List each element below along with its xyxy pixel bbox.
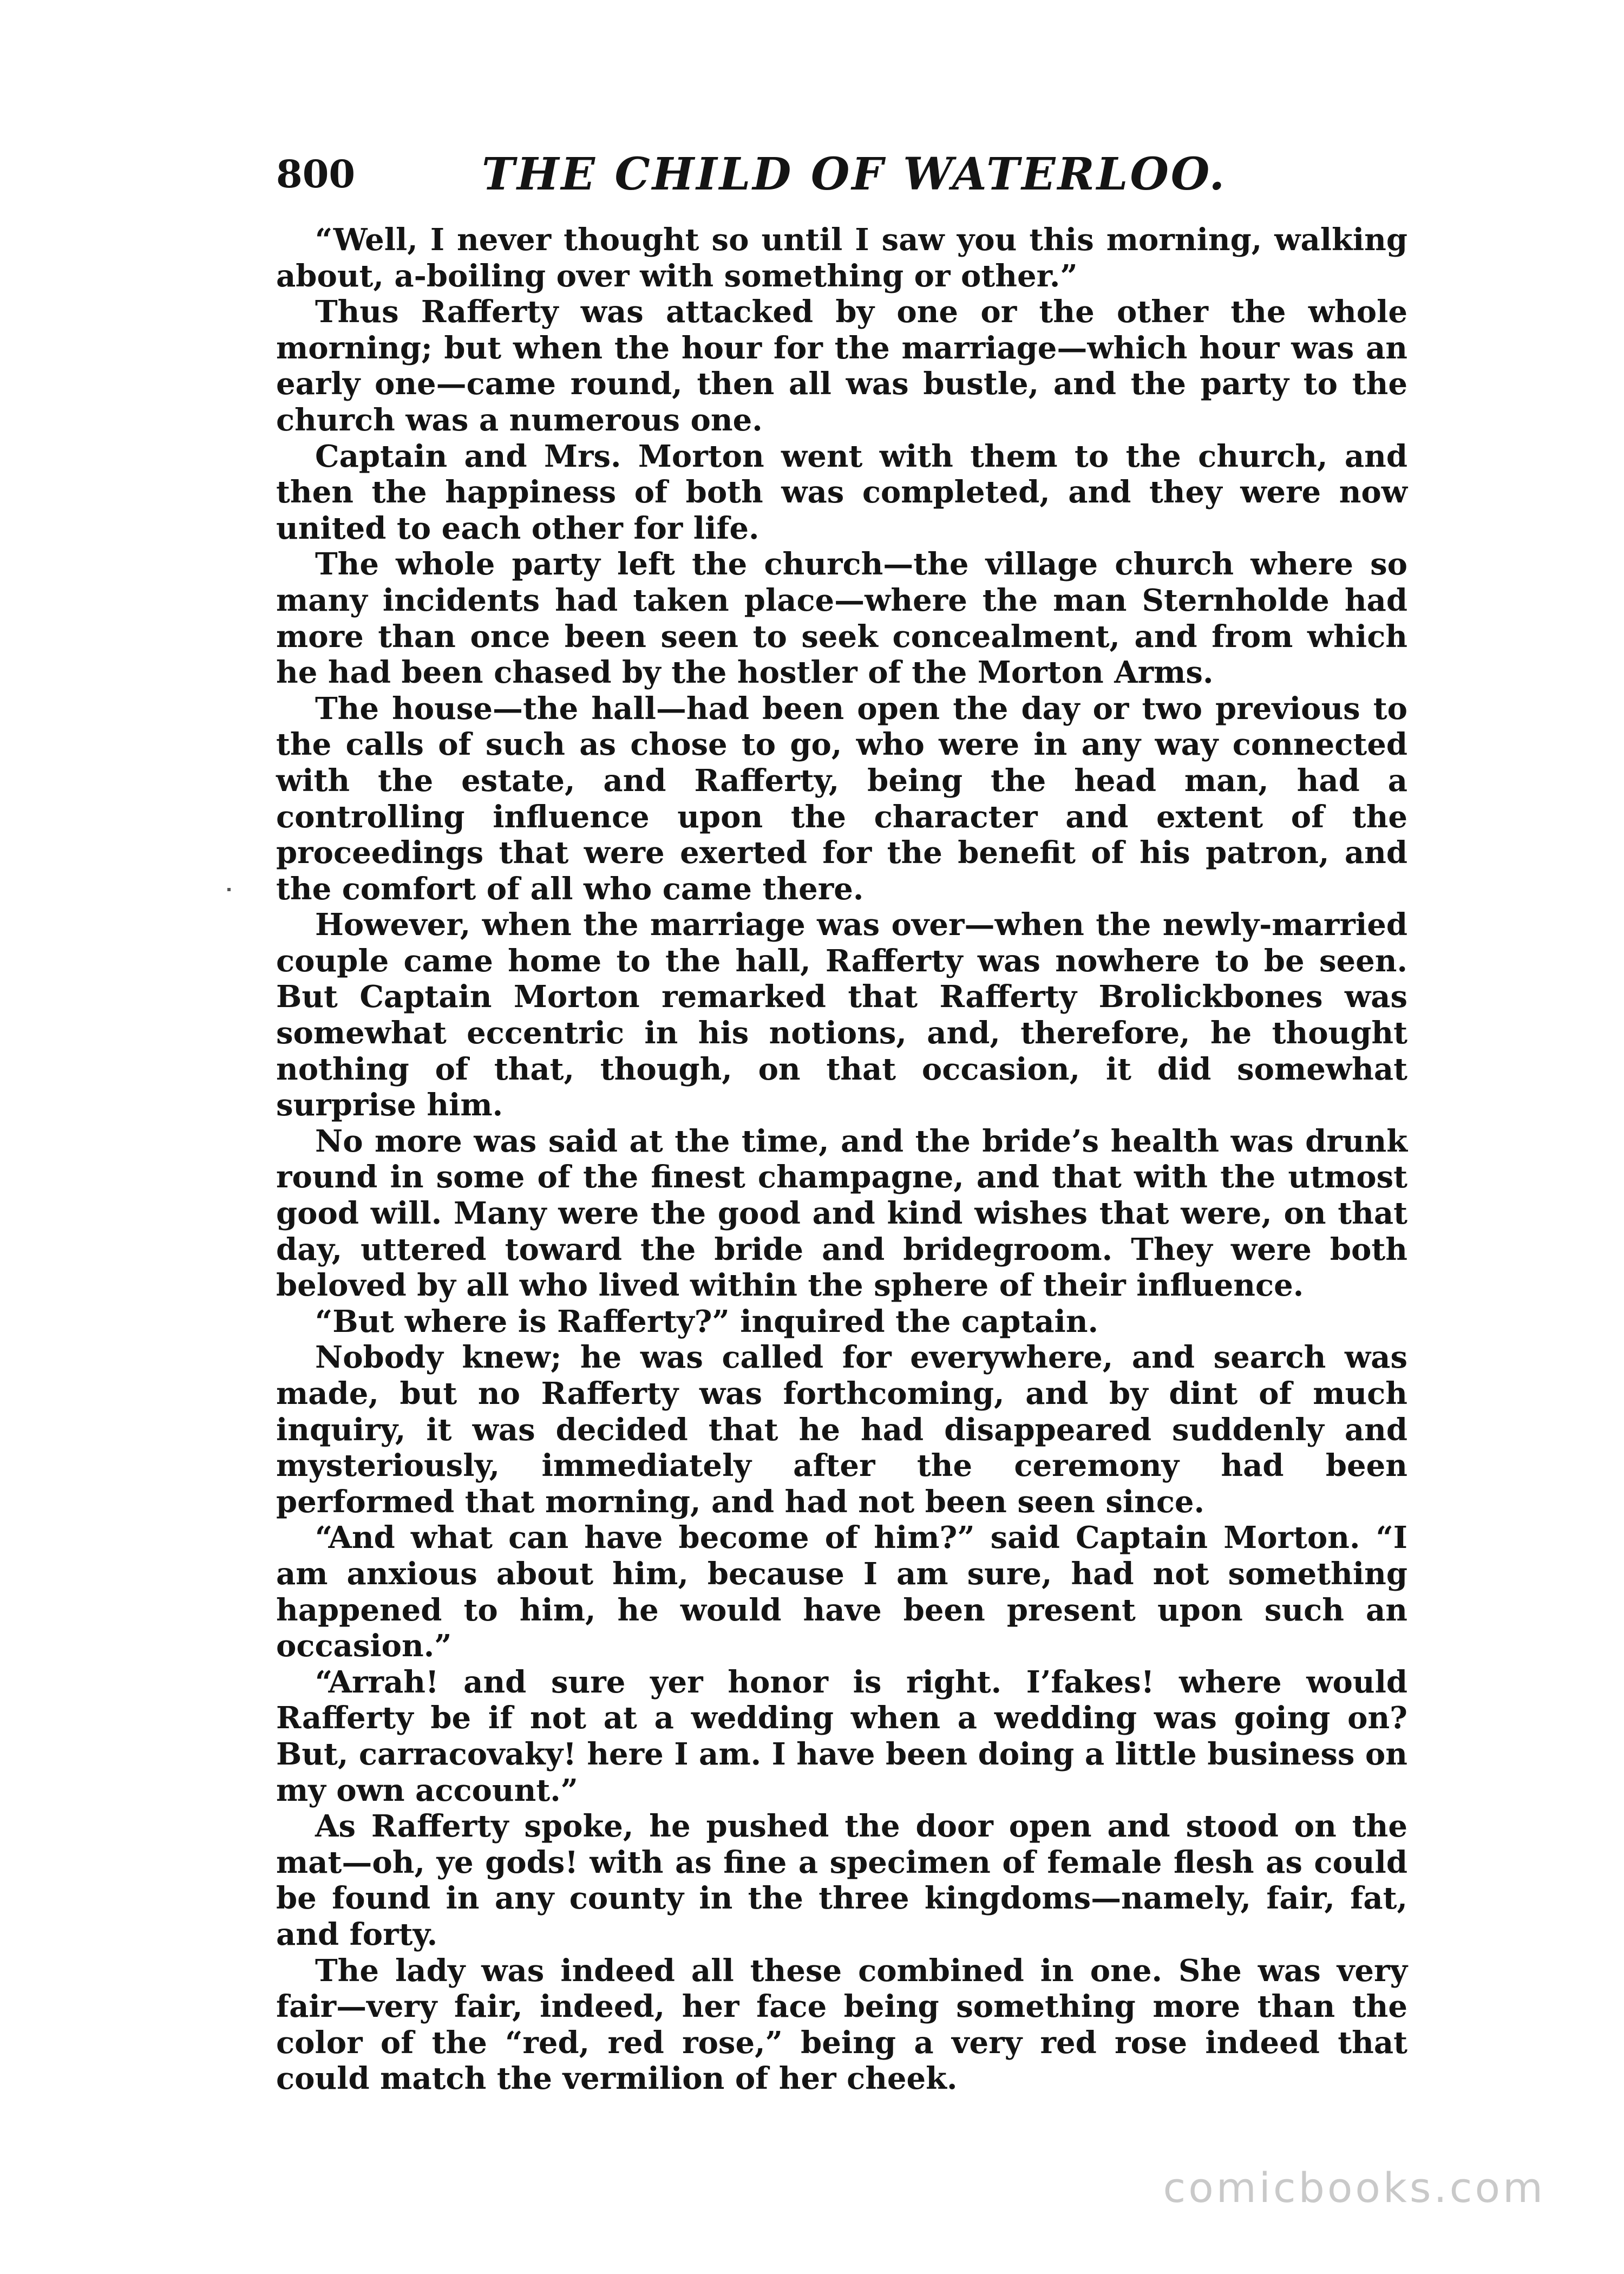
watermark: comicbooks.com: [1163, 2164, 1546, 2212]
page-number: 800: [276, 152, 356, 197]
paragraph: “And what can have become of him?” said Captain Morton. “I am anxious about him, because I am sure, had not something happened to him, he would have been present upon such an occasion.”: [276, 1520, 1407, 1664]
paragraph: As Rafferty spoke, he pushed the door open and stood on the mat—oh, ye gods! with as fine a specimen of female flesh as could be found in any county in the three kingdoms—namely, fair, fat, and forty.: [276, 1808, 1407, 1952]
paragraph: “But where is Rafferty?” inquired the captain.: [315, 1303, 1099, 1339]
paragraph: “Arrah! and sure yer honor is right. I’fakes! where would Rafferty be if not at a wedding when a wedding was going on? But, carracovaky! here I am. I have been doing a little business on my own account.”: [276, 1664, 1407, 1808]
paragraph: No more was said at the time, and the bride’s health was drunk round in some of the finest champagne, and that with the utmost good will. Many were the good and kind wishes that were, on that day, uttered toward the bride and bridegroom. They were both beloved by all who lived within the sphere of their influence.: [276, 1123, 1407, 1304]
body-text: [276, 222, 1407, 2097]
paragraph: The lady was indeed all these combined in one. She was very fair—very fair, indeed, her face being something more than the color of the “red, red rose,” being a very red rose indeed that could match the vermilion of her cheek.: [276, 1952, 1407, 2097]
paragraph: However, when the marriage was over—when the newly-married couple came home to the hall, Rafferty was nowhere to be seen. But Captain Morton remarked that Rafferty Brolickbones was somewhat eccentric in his notions, and, therefore, he thought nothing of that, though, on that occasion, it did somewhat surprise him.: [276, 907, 1407, 1123]
paragraph: Captain and Mrs. Morton went with them to the church, and then the happiness of both was completed, and they were now united to each other for life.: [276, 438, 1407, 546]
paragraph: Thus Rafferty was attacked by one or the other the whole morning; but when the hour for the marriage—which hour was an early one—came round, then all was bustle, and the party to the church was a numerous one.: [276, 294, 1407, 438]
paragraph: The whole party left the church—the village church where so many incidents had taken place—where the man Sternholde had more than once been seen to seek concealment, and from which he had been chased by the hostler of the Morton Arms.: [276, 546, 1407, 691]
paragraph: Nobody knew; he was called for everywhere, and search was made, but no Rafferty was forthcoming, and by dint of much inquiry, it was decided that he had disappeared suddenly and mysteriously, immediately after the ceremony had been performed that morning, and had not been seen since.: [276, 1339, 1407, 1520]
page-header: [276, 147, 1440, 207]
paragraph: The house—the hall—had been open the day or two previous to the calls of such as chose to go, who were in any way connected with the estate, and Rafferty, being the head man, had a controlling influence upon the character and extent of the proceedings that were exerted for the benefit of his patron, and the comfort of all who came there.: [276, 690, 1407, 907]
margin-speck: [227, 888, 231, 891]
paragraph: “Well, I never thought so until I saw you this morning, walking about, a-boiling over with something or other.”: [276, 222, 1407, 294]
running-title: THE CHILD OF WATERLOO.: [482, 148, 1227, 200]
